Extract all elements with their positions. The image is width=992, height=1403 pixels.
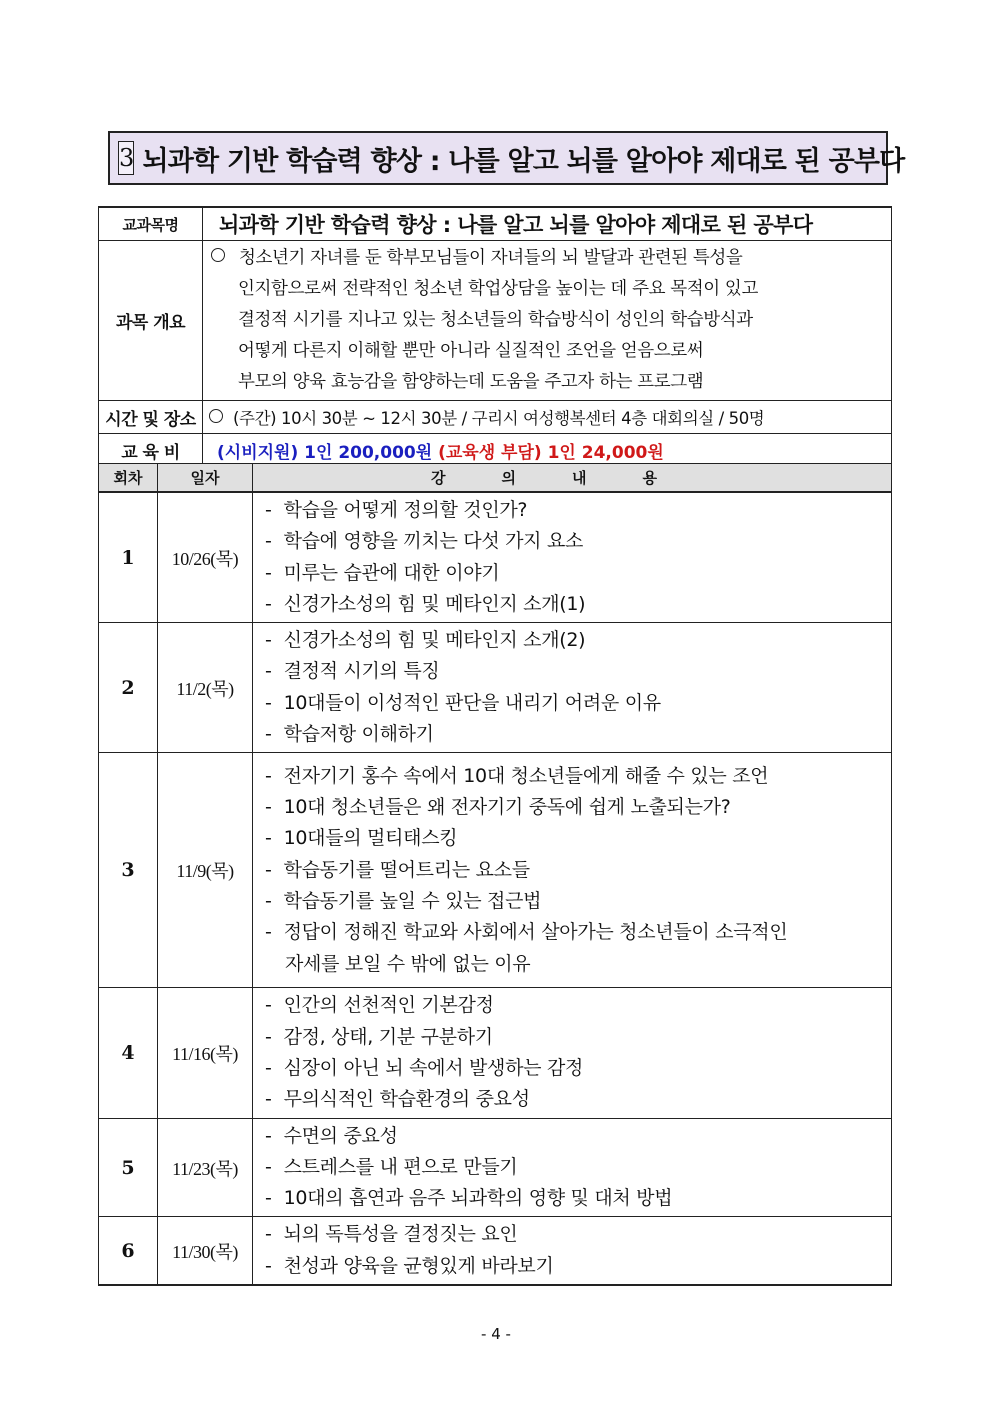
lecture-item: - 10대들이 이성적인 판단을 내리기 어려운 이유 — [265, 691, 661, 714]
session-row — [99, 988, 892, 1118]
lecture-item: - 무의식적인 학습환경의 중요성 — [265, 1088, 530, 1111]
session-round: 2 — [99, 623, 158, 753]
course-info-table — [98, 206, 892, 468]
overview-label: 과목 개요 — [99, 241, 203, 401]
session-row — [99, 1217, 892, 1285]
session-row — [99, 623, 892, 753]
lecture-item: - 인간의 선천적인 기본감정 — [265, 994, 494, 1017]
lecture-item: - 결정적 시기의 특징 — [265, 660, 440, 683]
lecture-item: - 학습저항 이해하기 — [265, 723, 434, 746]
session-row — [99, 753, 892, 988]
lecture-item: - 학습에 영향을 끼치는 다섯 가지 요소 — [265, 530, 584, 553]
lecture-item: - 천성과 양육을 균형있게 바라보기 — [265, 1254, 554, 1277]
header-round: 회차 — [99, 464, 158, 493]
lecture-item: - 미루는 습관에 대한 이야기 — [265, 561, 500, 584]
session-round: 6 — [99, 1217, 158, 1285]
lecture-item: - 감정, 상태, 기분 구분하기 — [265, 1025, 493, 1048]
session-content — [253, 492, 892, 623]
overview-text — [203, 241, 892, 401]
lecture-item: - 정답이 정해진 학교와 사회에서 살아가는 청소년들이 소극적인 — [265, 921, 788, 944]
overview-line: 부모의 양육 효능감을 함양하는데 도움을 주고자 하는 프로그램 — [238, 372, 704, 392]
session-content — [253, 623, 892, 753]
session-row — [99, 1118, 892, 1217]
session-content — [253, 753, 892, 988]
session-round: 4 — [99, 988, 158, 1118]
course-name-value: 뇌과학 기반 학습력 향상 : 나를 알고 뇌를 알아야 제대로 된 공부다 — [203, 207, 892, 241]
session-content — [253, 1118, 892, 1217]
lecture-item: - 학습동기를 높일 수 있는 접근법 — [265, 890, 542, 913]
overview-line: 결정적 시기를 지나고 있는 청소년들의 학습방식이 성인의 학습방식과 — [238, 310, 753, 330]
section-title — [108, 131, 905, 185]
lecture-item: - 학습을 어떻게 정의할 것인가? — [265, 499, 528, 521]
lecture-item: - 심장이 아닌 뇌 속에서 발생하는 감정 — [265, 1056, 584, 1079]
course-name-label: 교과목명 — [99, 207, 203, 241]
lecture-item-continuation: 자세를 보일 수 밖에 없는 이유 — [285, 952, 531, 975]
session-date: 11/30(목) — [158, 1217, 253, 1285]
page-number: - 4 - — [481, 1325, 511, 1343]
header-content: 강의내용 — [253, 464, 892, 493]
lecture-item: - 스트레스를 내 편으로 만들기 — [265, 1155, 518, 1178]
circle-bullet-icon — [209, 409, 223, 423]
overview-line: 어떻게 다른지 이해할 뿐만 아니라 실질적인 조언을 얻음으로써 — [238, 341, 704, 361]
session-row — [99, 492, 892, 623]
lecture-item: - 신경가소성의 힘 및 메타인지 소개(2) — [265, 629, 586, 652]
lecture-item: - 10대들의 멀티태스킹 — [265, 827, 458, 850]
section-number: 3 — [118, 141, 134, 175]
session-content — [253, 988, 892, 1118]
fee-label: 교 육 비 — [99, 434, 203, 468]
schedule-table — [98, 463, 892, 1286]
lecture-item: - 10대 청소년들은 왜 전자기기 중독에 쉽게 노출되는가? — [265, 796, 731, 819]
session-date: 11/16(목) — [158, 988, 253, 1118]
lecture-item: - 학습동기를 떨어트리는 요소들 — [265, 858, 530, 881]
session-date: 11/9(목) — [158, 753, 253, 988]
session-date: 10/26(목) — [158, 492, 253, 623]
fee-student: (교육생 부담) 1인 24,000원 — [438, 443, 664, 463]
session-round: 5 — [99, 1118, 158, 1217]
lecture-item: - 뇌의 독특성을 결정짓는 요인 — [265, 1223, 518, 1246]
overview-line: 청소년기 자녀를 둔 학부모님들이 자녀들의 뇌 발달과 관련된 특성을 — [211, 243, 885, 274]
time-place-value: (주간) 10시 30분 ~ 12시 30분 / 구리시 여성행복센터 4층 대회의실 / 50명 — [203, 401, 892, 434]
circle-bullet-icon — [211, 248, 225, 262]
overview-line: 인지함으로써 전략적인 청소년 학업상담을 높이는 데 주요 목적이 있고 — [238, 279, 758, 299]
lecture-item: - 신경가소성의 힘 및 메타인지 소개(1) — [265, 592, 586, 615]
session-round: 3 — [99, 753, 158, 988]
lecture-item: - 전자기기 홍수 속에서 10대 청소년들에게 해줄 수 있는 조언 — [265, 764, 769, 787]
fee-government: (시비지원) 1인 200,000원 — [217, 443, 433, 463]
session-date: 11/23(목) — [158, 1118, 253, 1217]
lecture-item: - 10대의 흡연과 음주 뇌과학의 영향 및 대처 방법 — [265, 1187, 673, 1210]
time-place-label: 시간 및 장소 — [99, 401, 203, 434]
session-content — [253, 1217, 892, 1285]
session-date: 11/2(목) — [158, 623, 253, 753]
header-date: 일자 — [158, 464, 253, 493]
section-title-text: 뇌과학 기반 학습력 향상 : 나를 알고 뇌를 알아야 제대로 된 공부다 — [142, 145, 905, 177]
lecture-item: - 수면의 중요성 — [265, 1124, 398, 1147]
session-round: 1 — [99, 492, 158, 623]
